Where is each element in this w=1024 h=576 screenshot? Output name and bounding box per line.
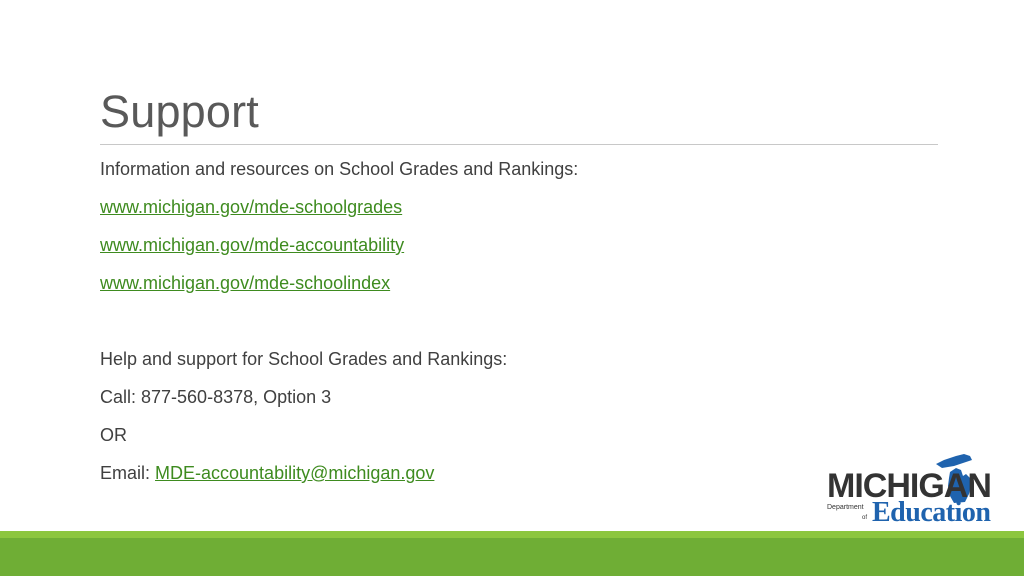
schoolindex-link[interactable]: www.michigan.gov/mde-schoolindex: [100, 273, 391, 293]
accountability-link[interactable]: www.michigan.gov/mde-accountability: [100, 235, 405, 255]
logo-of-word: of: [862, 515, 868, 521]
info-heading: Information and resources on School Grades and Rankings:: [100, 159, 579, 179]
footer-band-dark: [0, 538, 1024, 576]
logo-department-word: Department: [827, 504, 864, 511]
page-title: Support: [100, 86, 260, 137]
footer-band-light: [0, 531, 1024, 538]
call-text: Call: 877-560-8378, Option 3: [100, 387, 332, 407]
title-divider: [100, 144, 938, 145]
michigan-education-logo: [824, 452, 1014, 530]
email-label: Email:: [100, 463, 156, 483]
logo-education-word: Education: [872, 497, 991, 528]
email-link[interactable]: MDE-accountability@michigan.gov: [155, 463, 435, 483]
logo-michigan-word: MICHIGAN: [827, 467, 991, 505]
schoolgrades-link[interactable]: www.michigan.gov/mde-schoolgrades: [100, 197, 403, 217]
email-line: [100, 462, 434, 484]
or-text: OR: [100, 425, 127, 445]
help-heading: Help and support for School Grades and Rankings:: [100, 349, 508, 369]
